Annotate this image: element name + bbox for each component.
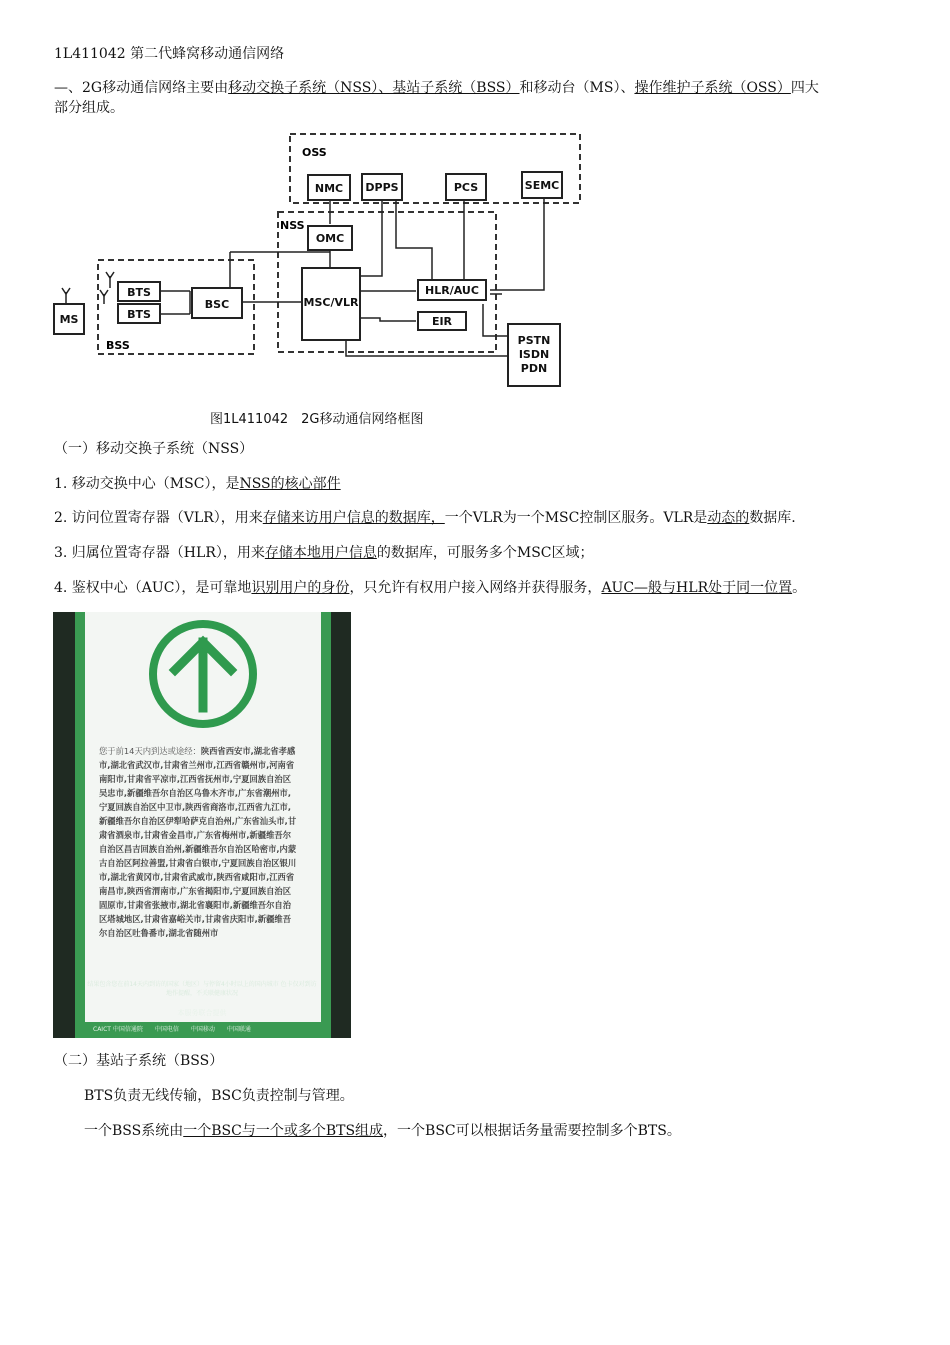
item4-underline-2: AUC—般与HLR处于同一位置 xyxy=(601,580,793,596)
item4-underline-1: 识别用户的身份 xyxy=(251,580,350,596)
nss-label: NSS xyxy=(280,219,305,232)
item2-text-b: 一个VLR为一个MSC控制区服务。VLR是 xyxy=(444,510,708,526)
photo-footnote: 结果包含您在前14天内到访的国家（地区）与停留4小时以上的国内城市 色卡仅对到访地作提醒，不关联健康状况 xyxy=(87,981,317,997)
intro-line-2: 部分组成。 xyxy=(54,100,124,116)
hlr-auc-label: HLR/AUC xyxy=(425,284,479,297)
item2-text-a: 2. 访问位置寄存器（VLR），用来 xyxy=(54,510,263,526)
pdn-label: PDN xyxy=(520,362,548,375)
item1-text: 1. 移动交换中心（MSC），是 xyxy=(54,476,240,492)
nss-item-4 xyxy=(54,578,806,598)
item1-underline: NSS的核心部件 xyxy=(239,476,341,492)
figure-caption: 图1L411042 2G移动通信网络框图 xyxy=(210,412,424,427)
bts-label-2: BTS xyxy=(127,308,151,321)
carrier-logos: CAICT 中国信通院 中国电信 中国移动 中国联通 xyxy=(93,1026,251,1033)
item4-text-b: ，只允许有权用户接入网络并获得服务， xyxy=(349,580,602,596)
pcs-label: PCS xyxy=(453,181,479,194)
item3-text-b: 的数据库，可服务多个MSC区域； xyxy=(376,545,594,561)
nss-item-2 xyxy=(54,508,796,528)
item2-text-c: 数据库. xyxy=(749,510,796,526)
itinerary-prefix: 您于前14天内到达或途经： xyxy=(99,746,201,756)
bss-line-1: BTS负责无线传输，BSC负责控制与管理。 xyxy=(84,1088,354,1104)
itinerary-card-photo xyxy=(53,612,351,1038)
doc-title: 1L411042 第二代蜂窝移动通信网络 xyxy=(54,46,285,62)
semc-label: SEMC xyxy=(524,179,560,192)
section1-heading: （一）移动交换子系统（NSS） xyxy=(54,441,254,457)
network-block-diagram xyxy=(50,128,590,396)
bss-line2-underline: 一个BSC与一个或多个BTS组成 xyxy=(183,1123,384,1139)
pstn-label: PSTN xyxy=(517,334,551,347)
antenna-icons xyxy=(62,272,114,304)
itinerary-places: 陕西省西安市,湖北省孝感市,湖北省武汉市,甘肃省兰州市,江西省赣州市,河南省南阳市,甘肃省平凉市,江西省抚州市,宁夏回族自治区吴忠市,新疆维吾尔自治区乌鲁木齐市,广东省潮州市,宁夏回族自治区中卫市,陕西省商洛市,江西省九江市,新疆维吾尔自治区伊犁哈萨克自治州,广东省汕头市,甘肃省酒泉市,甘肃省金昌市,广东省梅州市,新疆维吾尔自治区昌吉回族自治州,新疆维吾尔自治区哈密市,内蒙古自治区阿拉善盟,甘肃省白银市,宁夏回族自治区银川市,湖北省黄冈市,甘肃省武威市,陕西省咸阳市,江西省南昌市,陕西省渭南市,广东省揭阳市,宁夏回族自治区固原市,甘肃省张掖市,湖北省襄阳市,新疆维吾尔自治区塔城地区,甘肃省嘉峪关市,甘肃省庆阳市,新疆维吾尔自治区吐鲁番市,湖北省随州市 xyxy=(99,746,297,938)
intro-text-3: 四大 xyxy=(790,80,819,96)
photo-provider: 本服务联合提供 xyxy=(177,1009,227,1017)
bts-label-1: BTS xyxy=(127,286,151,299)
bss-line2-text-a: 一个BSS系统由 xyxy=(84,1123,184,1139)
bss-line-2 xyxy=(84,1121,681,1141)
dpps-label: DPPS xyxy=(365,181,399,194)
item2-underline-2: 动态的 xyxy=(707,510,750,526)
intro-underline-2: 操作维护子系统（OSS） xyxy=(634,80,791,96)
item4-text-c: 。 xyxy=(792,580,807,596)
item3-underline: 存储本地用户信息 xyxy=(264,545,377,561)
oss-label: OSS xyxy=(302,146,327,159)
omc-label: OMC xyxy=(315,232,345,245)
intro-text-2: 和移动台（MS）、 xyxy=(519,80,635,96)
nss-item-1 xyxy=(54,474,341,494)
isdn-label: ISDN xyxy=(518,348,550,361)
intro-underline-1: 移动交换子系统（NSS）、基站子系统（BSS） xyxy=(228,80,520,96)
up-arrow-icon xyxy=(53,612,351,742)
eir-label: EIR xyxy=(431,315,453,328)
item2-underline-1: 存储来访用户信息的数据库， xyxy=(262,510,445,526)
intro-text-1: —、2G移动通信网络主要由 xyxy=(54,80,229,96)
bss-line2-text-b: ，一个BSC可以根据话务量需要控制多个BTS。 xyxy=(383,1123,681,1139)
item4-text-a: 4. 鉴权中心（AUC），是可靠地 xyxy=(54,580,252,596)
nss-item-3 xyxy=(54,543,594,563)
item3-text-a: 3. 归属位置寄存器（HLR），用来 xyxy=(54,545,265,561)
nmc-label: NMC xyxy=(314,182,344,195)
intro-line-1 xyxy=(54,78,819,98)
msc-vlr-label: MSC/VLR xyxy=(303,296,359,309)
bss-label: BSS xyxy=(106,339,130,352)
ms-label: MS xyxy=(59,313,79,326)
itinerary-text xyxy=(99,744,299,940)
bsc-label: BSC xyxy=(204,298,230,311)
section2-heading: （二）基站子系统（BSS） xyxy=(54,1053,224,1069)
